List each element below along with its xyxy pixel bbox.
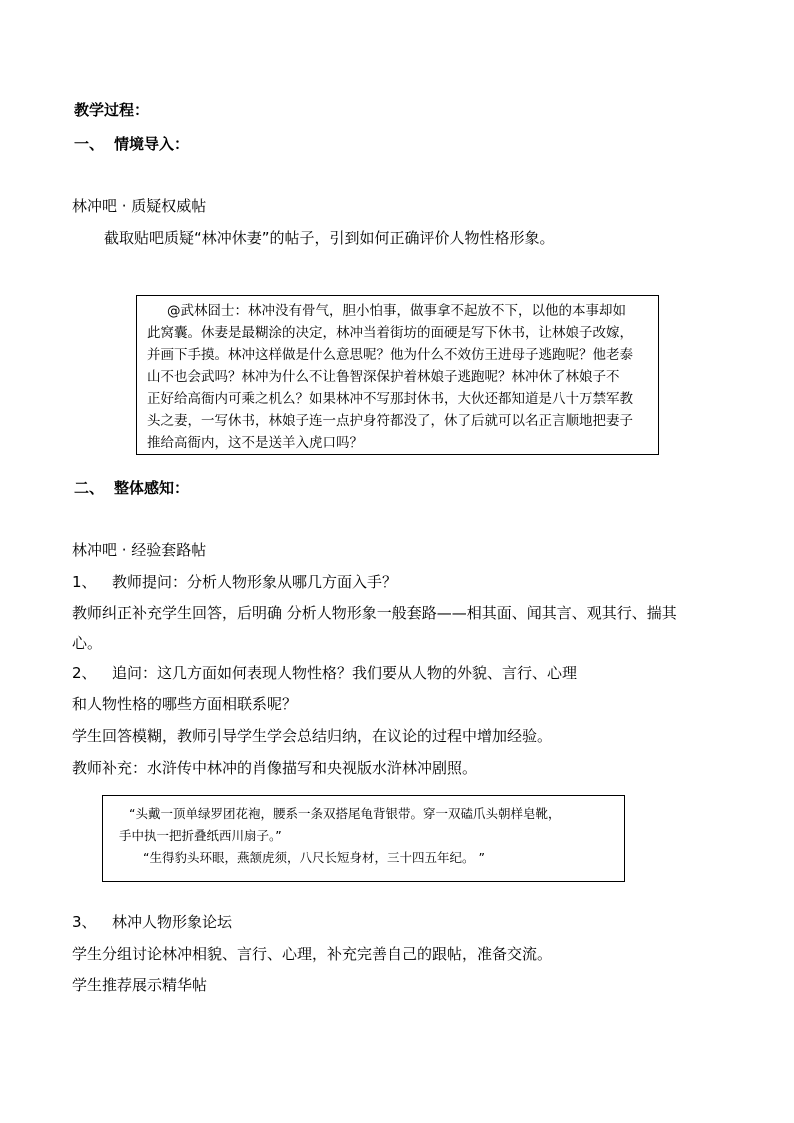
step-2-text-continued: 和人物性格的哪些方面相联系呢？ (72, 695, 298, 713)
step-3-note: 学生分组讨论林冲相貌、言行、心理，补充完善自己的跟帖，准备交流。 (72, 945, 553, 963)
step-2-number: 2、 (72, 664, 97, 682)
post-1-description: 截取贴吧质疑“林冲休妻”的帖子，引到如何正确评价人物性格形象。 (104, 229, 555, 247)
step-3 (72, 912, 232, 932)
section-2-number: 二、 (74, 479, 105, 497)
step-2 (72, 663, 577, 683)
section-2-title: 整体感知： (114, 479, 190, 497)
post-2-title: 林冲吧 · 经验套路帖 (72, 541, 207, 559)
step-1-answer: 教师纠正补充学生回答，后明确 分析人物形象一般套路——相其面、闻其言、观其行、揣其 (72, 604, 677, 622)
post-1-title: 林冲吧 · 质疑权威帖 (72, 197, 207, 215)
quote-1-line: 头之妻，一写休书，林娘子连一点护身符都没了，休了后就可以名正言顺地把妻子 (147, 413, 633, 429)
quote-1-line: 并画下手摸。林冲这样做是什么意思呢？他为什么不效仿王进母子逃跑呢？他老泰 (147, 347, 633, 363)
quote-1-line: @武林囧士：林冲没有骨气，胆小怕事，做事拿不起放不下，以他的本事却如 (167, 303, 626, 319)
section-2-heading (74, 478, 189, 498)
section-1-title: 情境导入： (114, 135, 190, 153)
quote-1-line: 正好给高衙内可乘之机么？如果林冲不写那封休书，大伙还都知道是八十万禁军教 (147, 391, 633, 407)
step-2-note: 学生回答模糊，教师引导学生学会总结归纳，在议论的过程中增加经验。 (72, 727, 553, 745)
step-3-number: 3、 (72, 913, 97, 931)
step-1-text: 教师提问：分析人物形象从哪几方面入手？ (112, 573, 398, 591)
step-1-number: 1、 (72, 573, 97, 591)
quote-1-line: 推给高衙内，这不是送羊入虎口吗？ (147, 435, 363, 451)
quote-2-line: 手中执一把折叠纸西川扇子。” (119, 828, 282, 843)
section-1-heading (74, 134, 189, 154)
heading-teaching-process: 教学过程： (74, 101, 150, 119)
step-2-supplement: 教师补充：水浒传中林冲的肖像描写和央视版水浒林冲剧照。 (72, 759, 478, 777)
quote-1-line: 此窝囊。休妻是最糊涂的决定，林冲当着街坊的面硬是写下休书，让林娘子改嫁， (147, 325, 633, 341)
section-1-number: 一、 (74, 135, 105, 153)
step-2-text: 追问：这几方面如何表现人物性格？我们要从人物的外貌、言行、心理 (112, 664, 578, 682)
step-3-recommendation: 学生推荐展示精华帖 (72, 976, 208, 994)
quote-box-1 (136, 295, 659, 455)
step-1-answer-continued: 心。 (72, 634, 103, 652)
quote-1-line: 山不也会武吗？林冲为什么不让鲁智深保护着林娘子逃跑呢？林冲休了林娘子不 (147, 369, 620, 385)
quote-box-2 (102, 795, 625, 882)
quote-2-line: “头戴一顶单绿罗团花袍，腰系一条双搭尾龟背银带。穿一双磕爪头朝样皂靴， (129, 806, 561, 821)
quote-2-line: “生得豹头环眼，燕颔虎须，八尺长短身材，三十四五年纪。 ” (143, 850, 485, 865)
step-3-text: 林冲人物形象论坛 (112, 913, 233, 931)
step-1 (72, 572, 397, 592)
